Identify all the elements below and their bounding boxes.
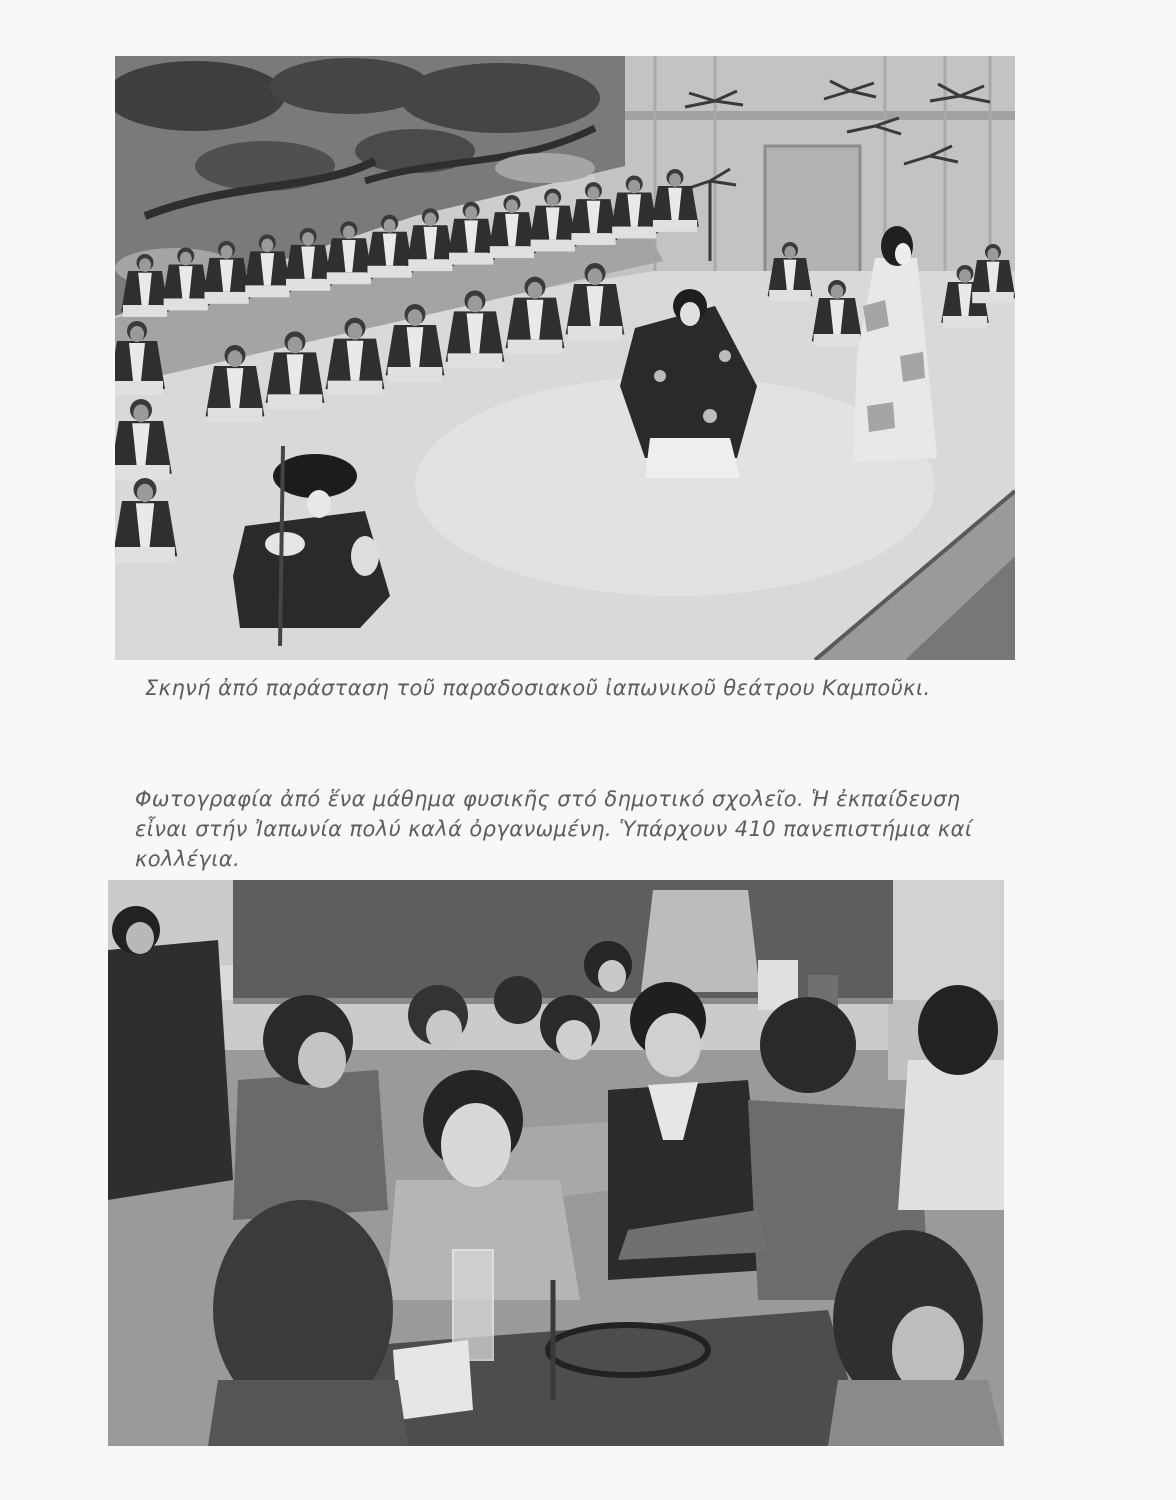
kabuki-stage-photo (115, 56, 1015, 660)
caption-line: κολλέγια. (135, 847, 241, 871)
caption-line: εἶναι στήν Ἰαπωνία πολύ καλά ὀργανωμένη. Ὑπάρχουν 410 πανεπιστήμια καί (135, 817, 973, 841)
caption-line: Φωτογραφία ἀπό ἕνα μάθημα φυσικῆς στό δημοτικό σχολεῖο. Ἡ ἐκπαίδευση (135, 787, 961, 811)
classroom-photo (108, 880, 1004, 1446)
teacher (641, 890, 760, 992)
standing-man (108, 906, 233, 1200)
classroom-photo-caption (135, 784, 972, 874)
kabuki-photo-caption: Σκηνή ἀπό παράσταση τοῦ παραδοσιακοῦ ἰαπωνικοῦ θεάτρου Καμποῦκι. (145, 676, 931, 700)
